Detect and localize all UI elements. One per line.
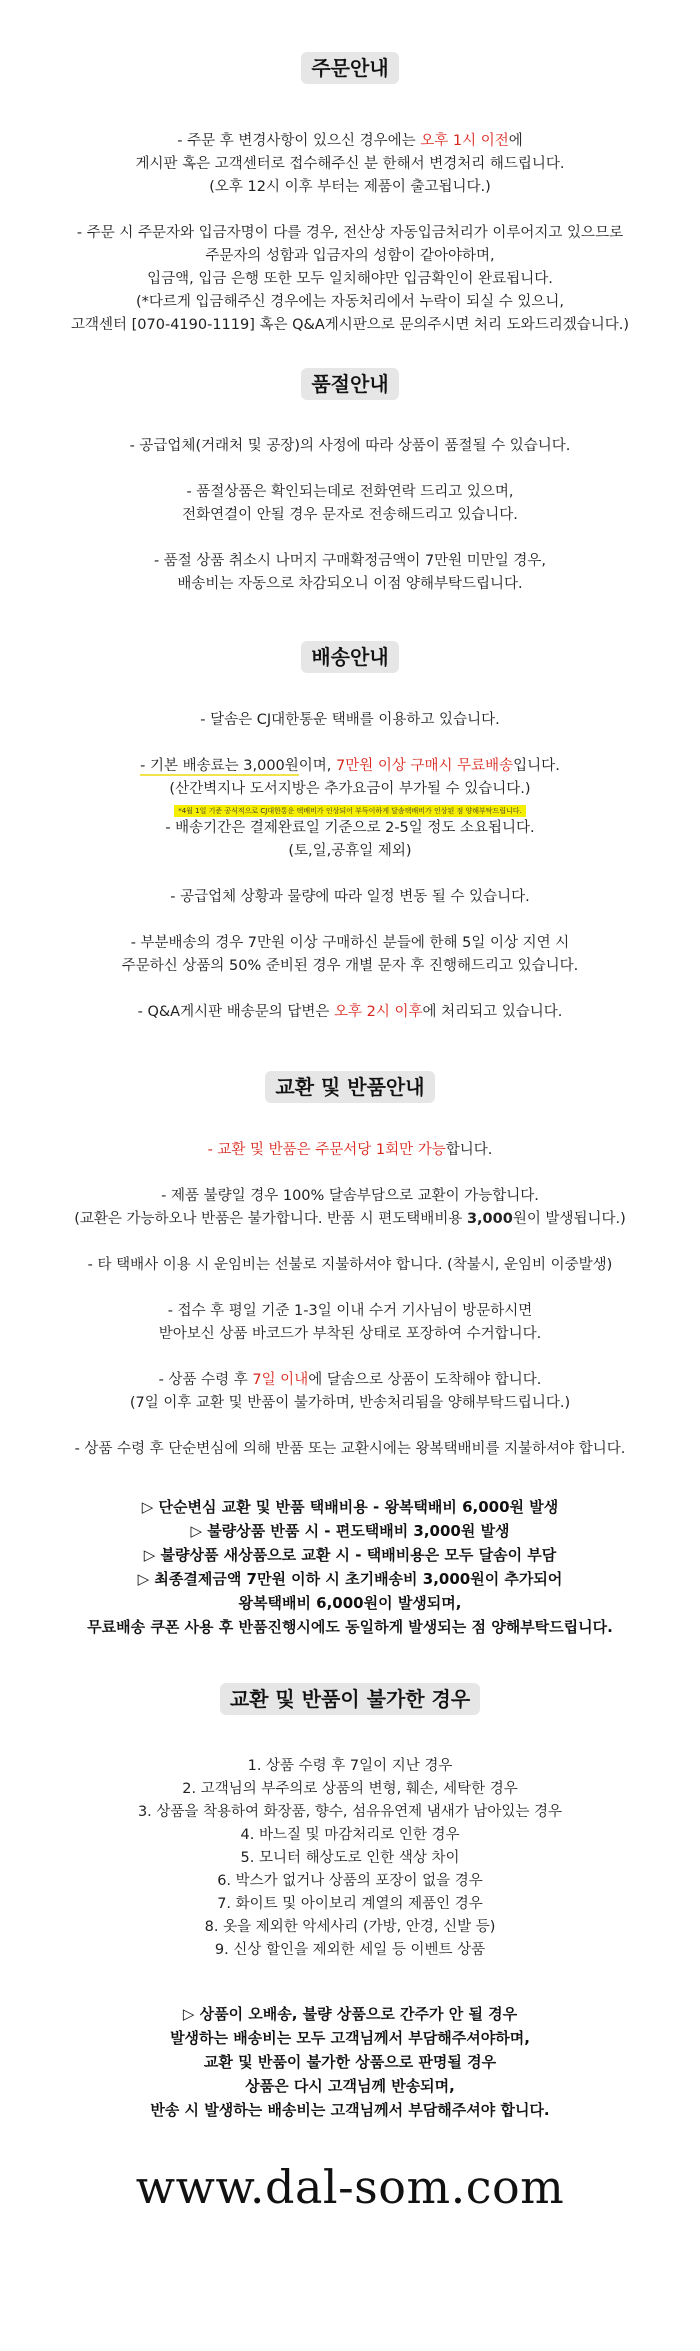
qna-time: 오후 2시 이후 (334, 1004, 423, 1020)
notallowed-section (0, 1683, 700, 2122)
shipping-text: - 배송기간은 결제완료일 기준으로 2-5일 정도 소요됩니다. (165, 820, 535, 836)
shipping-text: - 부분배송의 경우 7만원 이상 구매하신 분들에 한해 5일 이상 지연 시 (130, 935, 570, 951)
list-item: 4. 바느질 및 마감처리로 인한 경우 (240, 1827, 460, 1843)
soldout-text: 배송비는 자동으로 차감되오니 이점 양해부탁드립니다. (177, 576, 523, 592)
notallowed-list (0, 1755, 700, 1962)
shipping-text: - 공급업체 상황과 물량에 따라 일정 변동 될 수 있습니다. (170, 889, 530, 905)
soldout-text: - 품절상품은 확인되는데로 전화연락 드리고 있으며, (186, 484, 514, 500)
exchange-text: 받아보신 상품 바코드가 부착된 상태로 포장하여 수거합니다. (158, 1326, 542, 1342)
shipping-notice: *4월 1일 기준 공식적으로 CJ대한통운 택배비가 인상되어 부득이하게 달솜택배비가 인상된 점 양해부탁드립니다. (174, 805, 526, 817)
list-item: 8. 옷을 제외한 악세사리 (가방, 안경, 신발 등) (204, 1919, 496, 1935)
list-item: 1. 상품 수령 후 7일이 지난 경우 (247, 1758, 453, 1774)
order-text: (오후 12시 이후 부터는 제품이 출고됩니다.) (209, 179, 491, 195)
order-text: 입금액, 입금 은행 또한 모두 일치해야만 입금확인이 완료됩니다. (147, 271, 553, 287)
notallowed-title: 교환 및 반품이 불가한 경우 (220, 1683, 480, 1715)
list-item: 9. 신상 할인을 제외한 세일 등 이벤트 상품 (214, 1942, 486, 1958)
order-title: 주문안내 (301, 52, 398, 84)
list-item: 6. 박스가 없거나 상품의 포장이 없을 경우 (217, 1873, 483, 1889)
website-url: www.dal-som.com (135, 2160, 565, 2214)
free-shipping: 7만원 이상 구매시 무료배송 (336, 758, 514, 774)
order-section (0, 52, 700, 337)
order-text: 게시판 혹은 고객센터로 접수해주신 분 한해서 변경처리 해드립니다. (135, 156, 565, 172)
order-text: - 주문 후 변경사항이 있으신 경우에는 오후 1시 이전에 (177, 133, 523, 149)
exchange-title: 교환 및 반품안내 (265, 1071, 434, 1103)
list-item: 3. 상품을 착용하여 화장품, 향수, 섬유유연제 냄새가 남아있는 경우 (137, 1804, 563, 1820)
shipping-section (0, 641, 700, 1024)
list-item: 2. 고객님의 부주의로 상품의 변형, 훼손, 세탁한 경우 (182, 1781, 518, 1797)
return-deadline: 7일 이내 (252, 1372, 309, 1388)
shipping-fee: - 기본 배송료는 3,000원이며, 7만원 이상 구매시 무료배송입니다. (140, 758, 560, 774)
shipping-title: 배송안내 (301, 641, 398, 673)
shipping-text: - Q&A게시판 배송문의 답변은 오후 2시 이후에 처리되고 있습니다. (137, 1004, 563, 1020)
exchange-fee-summary: ▷ 단순변심 교환 및 반품 택배비용 - 왕복택배비 6,000원 발생 ▷ 불량상품 반품 시 - 편도택배비 3,000원 발생 ▷ 불량상품 새상품으로 교환 시 - 택배비용은 모두 달솜이 부담 ▷ 최종결제금액 7만원 이하 시 초기배송비 3,000원이 추가되어 왕복택배비 6,000원이 발생되며, 무료배송 쿠폰 사용 후 반품진행시에도 동일하게 발생되는 점 양해부탁드립니다. (87, 1498, 613, 1636)
shipping-text: 주문하신 상품의 50% 준비된 경우 개별 문자 후 진행해드리고 있습니다. (121, 958, 579, 974)
exchange-text: - 접수 후 평일 기준 1-3일 이내 수거 기사님이 방문하시면 (167, 1303, 533, 1319)
order-text: - 주문 시 주문자와 입금자명이 다를 경우, 전산상 자동입금처리가 이루어지고 있으므로 (76, 225, 624, 241)
shipping-text: - 달솜은 CJ대한통운 택배를 이용하고 있습니다. (200, 712, 500, 728)
soldout-text: 전화연결이 안될 경우 문자로 전송해드리고 있습니다. (182, 507, 518, 523)
exchange-text: (7일 이후 교환 및 반품이 불가하며, 반송처리됨을 양해부탁드립니다.) (129, 1395, 571, 1411)
exchange-text: - 제품 불량일 경우 100% 달솜부담으로 교환이 가능합니다. (161, 1188, 539, 1204)
shipping-text: (토,일,공휴일 제외) (288, 843, 412, 859)
exchange-text: - 상품 수령 후 7일 이내에 달솜으로 상품이 도착해야 합니다. (158, 1372, 542, 1388)
order-text: 주문자의 성함과 입금자의 성함이 같아야하며, (205, 248, 495, 264)
notallowed-summary: ▷ 상품이 오배송, 불량 상품으로 간주가 안 될 경우 발생하는 배송비는 모두 고객님께서 부담해주셔야하며, 교환 및 반품이 불가한 상품으로 판명될 경우 상품은 다시 고객님께 반송되며, 반송 시 발생하는 배송비는 고객님께서 부담해주셔야 합니다. (150, 2005, 550, 2119)
soldout-title: 품절안내 (301, 368, 398, 400)
soldout-text: - 공급업체(거래처 및 공장)의 사정에 따라 상품이 품절될 수 있습니다. (129, 438, 571, 454)
order-text: 고객센터 [070-4190-1119] 혹은 Q&A게시판으로 문의주시면 처리 도와드리겠습니다.) (71, 317, 629, 333)
shipping-text: (산간벽지나 도서지방은 추가요금이 부가될 수 있습니다.) (169, 781, 531, 797)
order-text: (*다르게 입금해주신 경우에는 자동처리에서 누락이 되실 수 있으니, (136, 294, 564, 310)
order-deadline: 오후 1시 이전 (420, 133, 509, 149)
exchange-text: - 교환 및 반품은 주문서당 1회만 가능합니다. (207, 1142, 493, 1158)
soldout-text: - 품절 상품 취소시 나머지 구매확정금액이 7만원 미만일 경우, (153, 553, 547, 569)
exchange-section (0, 1071, 700, 1639)
list-item: 7. 화이트 및 아이보리 계열의 제품인 경우 (217, 1896, 483, 1912)
exchange-text: (교환은 가능하오나 반품은 불가합니다. 반품 시 편도택배비용 3,000원이 발생됩니다.) (74, 1211, 626, 1227)
soldout-section (0, 368, 700, 596)
exchange-text: - 타 택배사 이용 시 운임비는 선불로 지불하셔야 합니다. (착불시, 운임비 이중발생) (87, 1257, 613, 1273)
exchange-text: - 상품 수령 후 단순변심에 의해 반품 또는 교환시에는 왕복택배비를 지불하셔야 합니다. (74, 1441, 626, 1457)
footer (0, 2160, 700, 2214)
list-item: 5. 모니터 해상도로 인한 색상 차이 (240, 1850, 460, 1866)
exchange-once: 교환 및 반품은 주문서당 1회만 가능 (217, 1142, 446, 1158)
